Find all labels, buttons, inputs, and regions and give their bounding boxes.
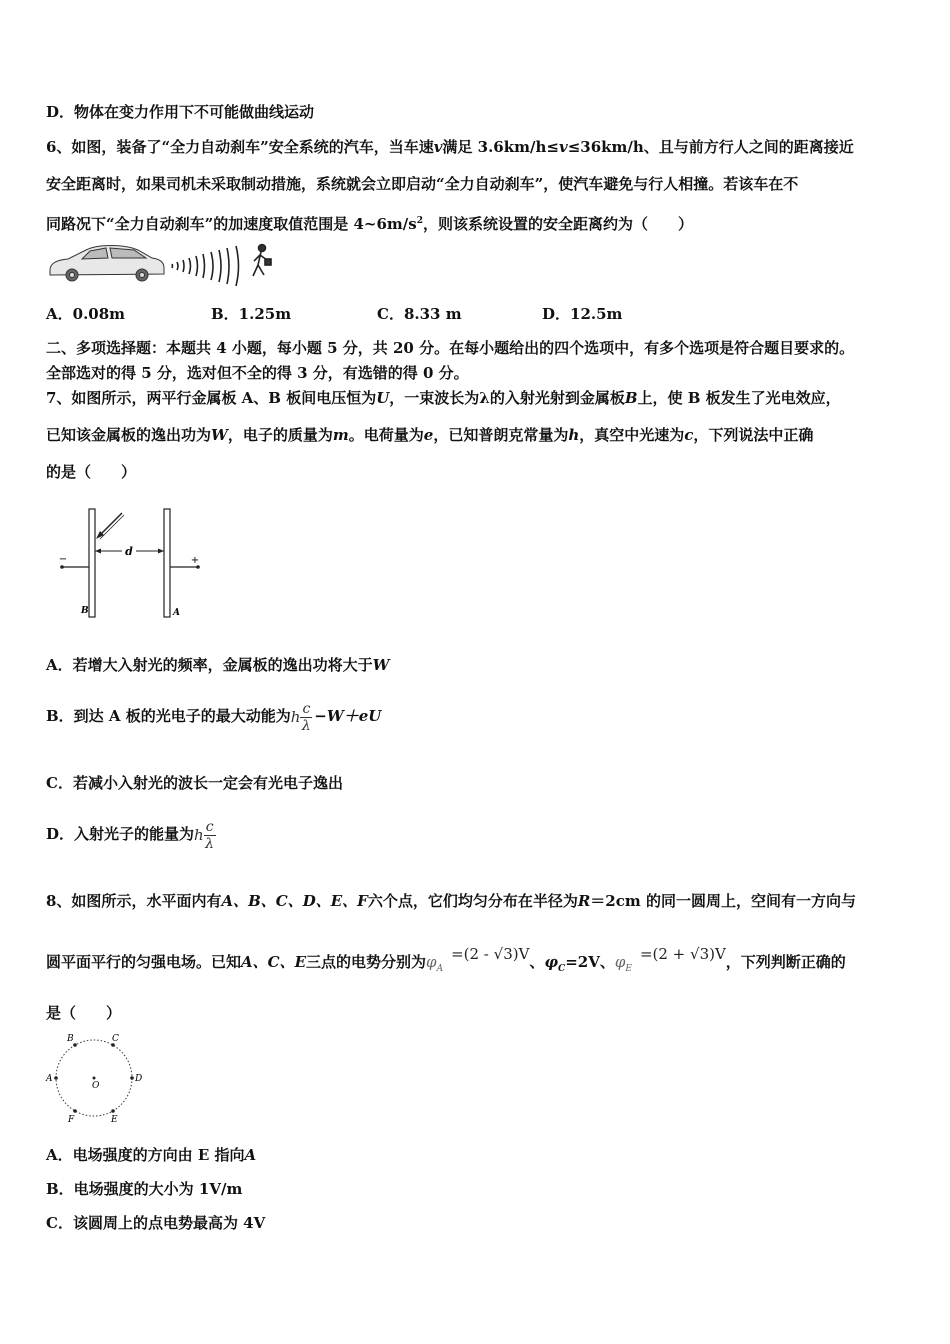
q6-var-v: v — [433, 138, 443, 156]
q6-option-b: B．1.25m — [211, 305, 292, 323]
q6-text: 同路况下“全力自动刹车”的加速度取值范围是 4~6m/s — [46, 215, 417, 233]
q7-var: c — [684, 426, 694, 444]
section2-line-2: 全部选对的得 5 分，选对但不全的得 3 分，有选错的得 0 分。 — [46, 364, 469, 382]
q7-text: 上，使 B 板发生了光电效应， — [637, 389, 841, 407]
label-b: B — [67, 1034, 74, 1044]
q6-var-v: v — [558, 138, 568, 156]
q7-var: B — [624, 389, 638, 407]
q8-points: A、C、E — [241, 953, 307, 971]
q7-var: h — [568, 426, 580, 444]
q6-option-c: C．8.33 m — [377, 305, 462, 323]
q7-text: A．若增大入射光的频率，金属板的逸出功将大于 — [46, 656, 373, 674]
pedestrian-icon — [253, 245, 271, 277]
point-d — [130, 1076, 134, 1080]
q8-text: 8、如图所示，水平面内有 — [46, 892, 222, 910]
fraction-numerator: c — [302, 700, 311, 717]
label-d: D — [135, 1074, 143, 1084]
label-a: A — [46, 1074, 53, 1084]
potential-a-expression: =(2 - √3)V — [451, 945, 530, 963]
q6-text: ，则该系统设置的安全距离约为（ ） — [422, 215, 693, 233]
phi-symbol: φ — [614, 953, 626, 971]
fraction-c-over-lambda — [204, 819, 216, 852]
q7-text: 已知该金属板的逸出功为 — [46, 426, 212, 444]
q6-option-a: A．0.08m — [46, 305, 126, 323]
minus-sign-label: − — [58, 554, 68, 565]
q8-line-3: 是（ ） — [46, 1004, 122, 1022]
q7-var: e — [423, 426, 434, 444]
terminal-left — [60, 565, 64, 569]
q7-text: D．入射光子的能量为 — [46, 825, 195, 843]
center-o — [93, 1077, 96, 1080]
q7-text: B．到达 A 板的光电子的最大动能为 — [46, 707, 291, 725]
q7-line-2 — [46, 425, 813, 445]
q8-var: A — [244, 1146, 257, 1164]
q7-line-3: 的是（ ） — [46, 463, 137, 481]
q7-var: W — [372, 656, 390, 674]
phi-subscript: E — [625, 964, 632, 974]
q7-var: m — [332, 426, 349, 444]
plus-sign-label: + — [190, 555, 200, 566]
q8-text: ＝2cm 的同一圆周上，空间有一方向与 — [590, 892, 856, 910]
phi-subscript: C — [558, 964, 566, 974]
q7-option-c: C．若减小入射光的波长一定会有光电子逸出 — [46, 774, 343, 792]
q7-var: U — [376, 389, 390, 407]
section2-line-1: 二、多项选择题：本题共 4 小题，每小题 5 分，共 20 分。在每小题给出的四个选项中，有多个选项是符合题目要求的。 — [46, 339, 855, 357]
light-ray-shade — [100, 515, 124, 539]
point-e — [111, 1109, 115, 1113]
q7-text: ，下列说法中正确 — [693, 426, 814, 444]
q8-text: 圆平面平行的匀强电场。已知 — [46, 953, 242, 971]
q8-text: A．电场强度的方向由 E 指向 — [46, 1146, 245, 1164]
q5-option-d: D．物体在变力作用下不可能做曲线运动 — [46, 103, 315, 121]
q6-text: 6、如图，装备了“全力自动刹车”安全系统的汽车，当车速 — [46, 138, 434, 156]
potential-e-expression: =(2 + √3)V — [639, 945, 726, 963]
q8-option-a — [46, 1145, 256, 1165]
q8-text: 三点的电势分别为 — [306, 953, 427, 971]
q7-text: ，真空中光速为 — [579, 426, 685, 444]
q7-option-a — [46, 655, 390, 675]
q6-text: 满足 3.6km/h≤ — [442, 138, 559, 156]
q7-option-d — [46, 816, 216, 853]
label-e: E — [111, 1115, 118, 1125]
label-f: F — [68, 1115, 75, 1125]
q7-text: ，电子的质量为 — [227, 426, 333, 444]
parallel-plates-figure — [56, 505, 206, 625]
q8-text: 、 — [529, 953, 545, 971]
arrowhead-left-icon — [95, 549, 101, 554]
q8-line-1 — [46, 891, 856, 911]
car-icon — [50, 246, 164, 282]
q8-text: =2V、 — [565, 953, 615, 971]
fraction-c-over-lambda — [300, 701, 312, 734]
q6-line-3 — [46, 211, 693, 234]
q6-line-2: 安全距离时，如果司机未采取制动措施，系统就会立即启动“全力自动刹车”，使汽车避免与行人相撞。若该车在不 — [46, 175, 799, 193]
q7-var: W — [211, 426, 228, 444]
phi-symbol: φ — [426, 953, 437, 971]
formula-h: h — [290, 708, 301, 726]
q8-option-b: B．电场强度的大小为 1V/m — [46, 1180, 243, 1198]
q7-option-b — [46, 698, 381, 735]
q7-text: ，一束波长为λ的入射光射到金属板 — [389, 389, 625, 407]
distance-label-d: d — [125, 545, 133, 558]
formula-h: h — [194, 826, 204, 844]
fraction-denominator: λ — [301, 717, 311, 734]
label-o: O — [92, 1081, 100, 1091]
point-b — [73, 1043, 77, 1047]
phi-subscript: A — [436, 964, 444, 974]
sensor-waves-icon — [172, 246, 239, 286]
point-f — [73, 1109, 77, 1113]
plate-a — [164, 509, 170, 617]
q8-option-c: C．该圆周上的点电势最高为 4V — [46, 1214, 266, 1232]
q6-line-1 — [46, 137, 854, 157]
q7-formula-tail: −W＋eU — [314, 707, 382, 725]
fraction-numerator: c — [205, 818, 214, 835]
q8-text: 六个点，它们均匀分布在半径为 — [367, 892, 578, 910]
q8-line-2 — [46, 942, 846, 989]
phi-symbol: φ — [544, 953, 559, 971]
q6-superscript: 2 — [416, 216, 423, 226]
q8-text: ，下列判断正确的 — [725, 953, 846, 971]
q6-text: ≤36km/h、且与前方行人之间的距离接近 — [567, 138, 854, 156]
fraction-denominator: λ — [205, 835, 215, 852]
q6-option-d: D．12.5m — [542, 305, 623, 323]
circle-hexagon-figure — [40, 1030, 150, 1125]
point-a — [54, 1076, 58, 1080]
plate-b-label: B — [81, 606, 89, 616]
q7-line-1 — [46, 388, 841, 408]
q8-points: A、B、C、D、E、F — [221, 892, 368, 910]
label-c: C — [112, 1034, 119, 1044]
plate-b — [89, 509, 95, 617]
plate-a-label: A — [173, 608, 180, 618]
arrowhead-right-icon — [158, 549, 164, 554]
q7-text: 。电荷量为 — [348, 426, 424, 444]
q8-var: R — [577, 892, 591, 910]
q7-text: 7、如图所示，两平行金属板 A、B 板间电压恒为 — [46, 389, 377, 407]
car-pedestrian-figure — [46, 238, 278, 288]
q7-text: ，已知普朗克常量为 — [433, 426, 569, 444]
